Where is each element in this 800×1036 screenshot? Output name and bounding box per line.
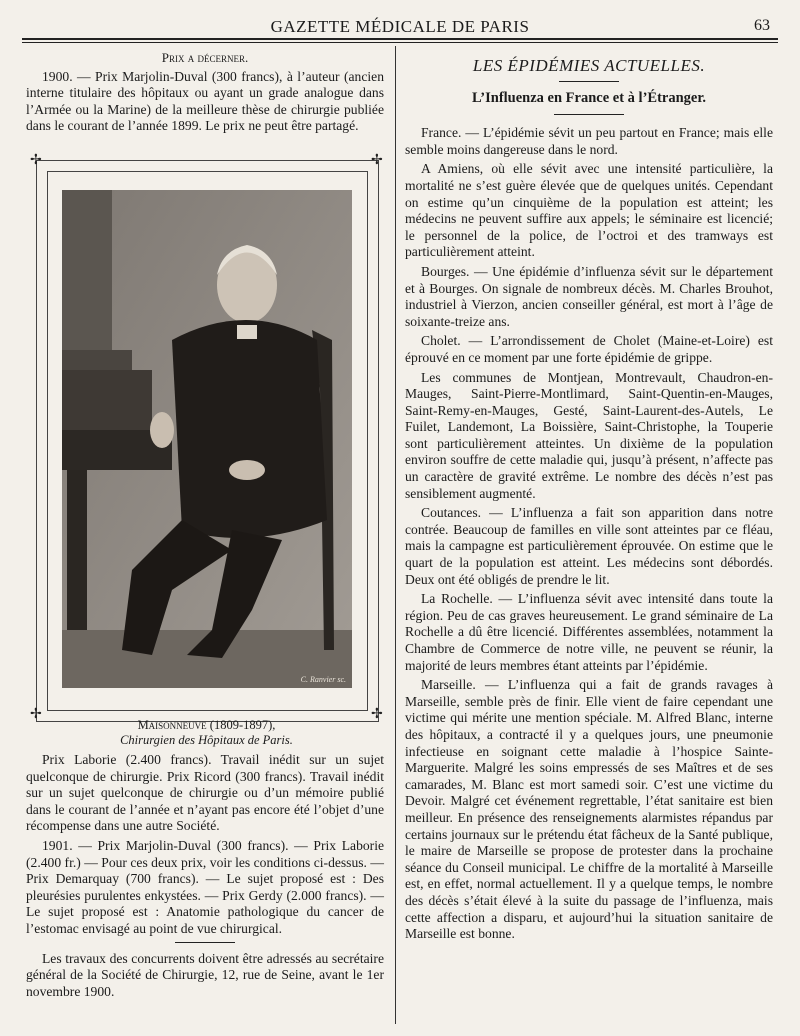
article-paragraph: Cholet. — L’arrondissement de Cholet (Maine-et-Loire) est éprouvé en ce moment par une forte épidémie de grippe. (405, 333, 773, 365)
frame-corner-ornament: ✢ (371, 153, 383, 168)
left-column (26, 50, 384, 138)
frame-corner-ornament: ✢ (30, 707, 42, 722)
subtitle-rule (554, 114, 624, 115)
article-subtitle: L’Influenza en France et à l’Étranger. (471, 89, 707, 106)
page-header (22, 10, 778, 38)
article-paragraph: Bourges. — Une épidémie d’influenza sévit sur le département et à Bourges. On signale de nombreux décès. M. Charles Brouhot, industriel à Vierzon, ancien conseiller général, est mort à l’âge de soixante-treize ans. (405, 263, 773, 329)
prize-1901-paragraph: 1901. — Prix Marjolin-Duval (300 francs). — Prix Laborie (2.400 fr.) — Pour ces deux prix, voir les conditions ci-dessus. — Prix Demarquay (700 francs). — Le sujet proposé est : Des pleurésies purulentes enkystées. — Prix Gerdy (2.000 francs). — Le sujet proposé est : Anatomie pathologique du cancer de l’estomac envisagé au point de vue chirurgical. (26, 837, 384, 936)
title-rule (559, 81, 619, 82)
prize-heading: Prix a décerner. (161, 50, 249, 65)
portrait-photograph (62, 190, 352, 688)
header-rule (22, 38, 778, 40)
right-column (405, 58, 773, 946)
article-paragraph: A Amiens, où elle sévit avec une intensité particulière, la mortalité ne s’est guère élevée que de quelques unités. Cependant on estime qu’un cinquième de la population est atteint; les médecins ne peuvent suffire aux appels; le séminaire est licencié; le personnel de la police, de l’octroi et des tramways est particulièrement atteint. (405, 161, 773, 260)
article-paragraph: Marseille. — L’influenza qui a fait de grands ravages à Marseille, semble près de finir. Elle vient de faire cependant une victime qui mérite une mention spéciale. M. Alfred Blanc, interne des hôpitaux, a contracté il y a quelques jours, une pneumonie infectieuse en soignant cette maladie à l’hospice Sainte-Marguerite. Malgré les soins empressés de ses Maîtres et de ses camarades, M. Blanc est mort samedi soir. C’est une victime du Devoir. Malgré cet événement regrettable, l’état sanitaire est bien meilleur. En présence des renseignements alarmistes répandus par certains journaux sur le prétendu état fâcheux de la Santé publique, le maire de Marseille se propose de protester dans la prochaine séance du Conseil municipal. Le chiffre de la mortalité à Marseille est, en effet, normal actuellement. Il y a quelque temps, le nombre des décès s’était élevé à la suite du passage de l’influenza, mais cette affection a disparu, et aujourd’hui la situation sanitaire de Marseille est bonne. (405, 677, 773, 942)
frame-corner-ornament: ✢ (30, 153, 42, 168)
prize-1900-paragraph: 1900. — Prix Marjolin-Duval (300 francs), à l’auteur (ancien interne titulaire des hôpitaux ou ayant un grade analogue dans l’Armée ou la Marine) de la meilleure thèse de chirurgie publiée dans le courant de l’année 1899. Le prix ne peut être partagé. (26, 68, 384, 134)
caption-role: Chirurgien des Hôpitaux de Paris. (120, 733, 293, 747)
article-paragraph: La Rochelle. — L’influenza sévit avec intensité dans toute la région. Peu de cas graves heureusement. Le grand séminaire de La Rochelle a dû être licencié. Différentes assemblées, notamment la Chambre de Commerce de notre ville, ne peuvent se réunir, la majorité de leurs membres étant atteints par l’épidémie. (405, 591, 773, 673)
caption-name: Maisonneuve (1809-1897), (137, 718, 276, 732)
portrait-caption (36, 718, 377, 748)
journal-title: GAZETTE MÉDICALE DE PARIS (270, 17, 530, 36)
header-rule-thin (22, 42, 778, 43)
section-title: LES ÉPIDÉMIES ACTUELLES. (472, 56, 706, 75)
article-paragraph: Les communes de Montjean, Montrevault, Chaudron-en-Mauges, Saint-Pierre-Montlimard, Saint-Quentin-en-Mauges, Saint-Remy-en-Mauges, Gesté, Saint-Laurent-des-Autels, Le Fuilet, Landemont, La Boissière, Saint-Christophe, la Touperie sont particulièrement atteintes. Un dixième de la population environ souffre de cette maladie qui, jusqu’à présent, n’affecte pas un caractère de gravité extrême. Le nombre des décès n’est pas sensiblement augmenté. (405, 369, 773, 501)
prize-laborie-paragraph: Prix Laborie (2.400 francs). Travail inédit sur un sujet quelconque de chirurgie. Prix Ricord (300 francs). Travail inédit sur un sujet quelconque de chirurgie ou d’un mémoire publié dans le courant de l’année et n’ayant pas encore été l’objet d’une récompense dans une autre Société. (26, 752, 384, 834)
engraver-credit: C. Ranvier sc. (300, 675, 346, 684)
page-number: 63 (754, 17, 770, 34)
article-paragraph: Coutances. — L’influenza a fait son apparition dans notre contrée. Beaucoup de familles en ville sont atteintes par ce fléau, mais la campagne est particulièrement éprouvée. On estime que le quart de la population est atteint. Les médecins sont débordés. Deux ont été obligés de prendre le lit. (405, 505, 773, 587)
column-divider (395, 46, 396, 1024)
portrait-photo-svg (62, 190, 352, 688)
article-paragraph: France. — L’épidémie sévit un peu partout en France; mais elle semble moins dangereuse dans le nord. (405, 125, 773, 157)
submission-paragraph: Les travaux des concurrents doivent être adressés au secrétaire général de la Société de Chirurgie, 12, rue de Seine, avant le 1er novembre 1900. (26, 950, 384, 999)
section-rule (175, 942, 235, 943)
frame-corner-ornament: ✢ (371, 707, 383, 722)
left-column-lower (26, 752, 384, 1003)
